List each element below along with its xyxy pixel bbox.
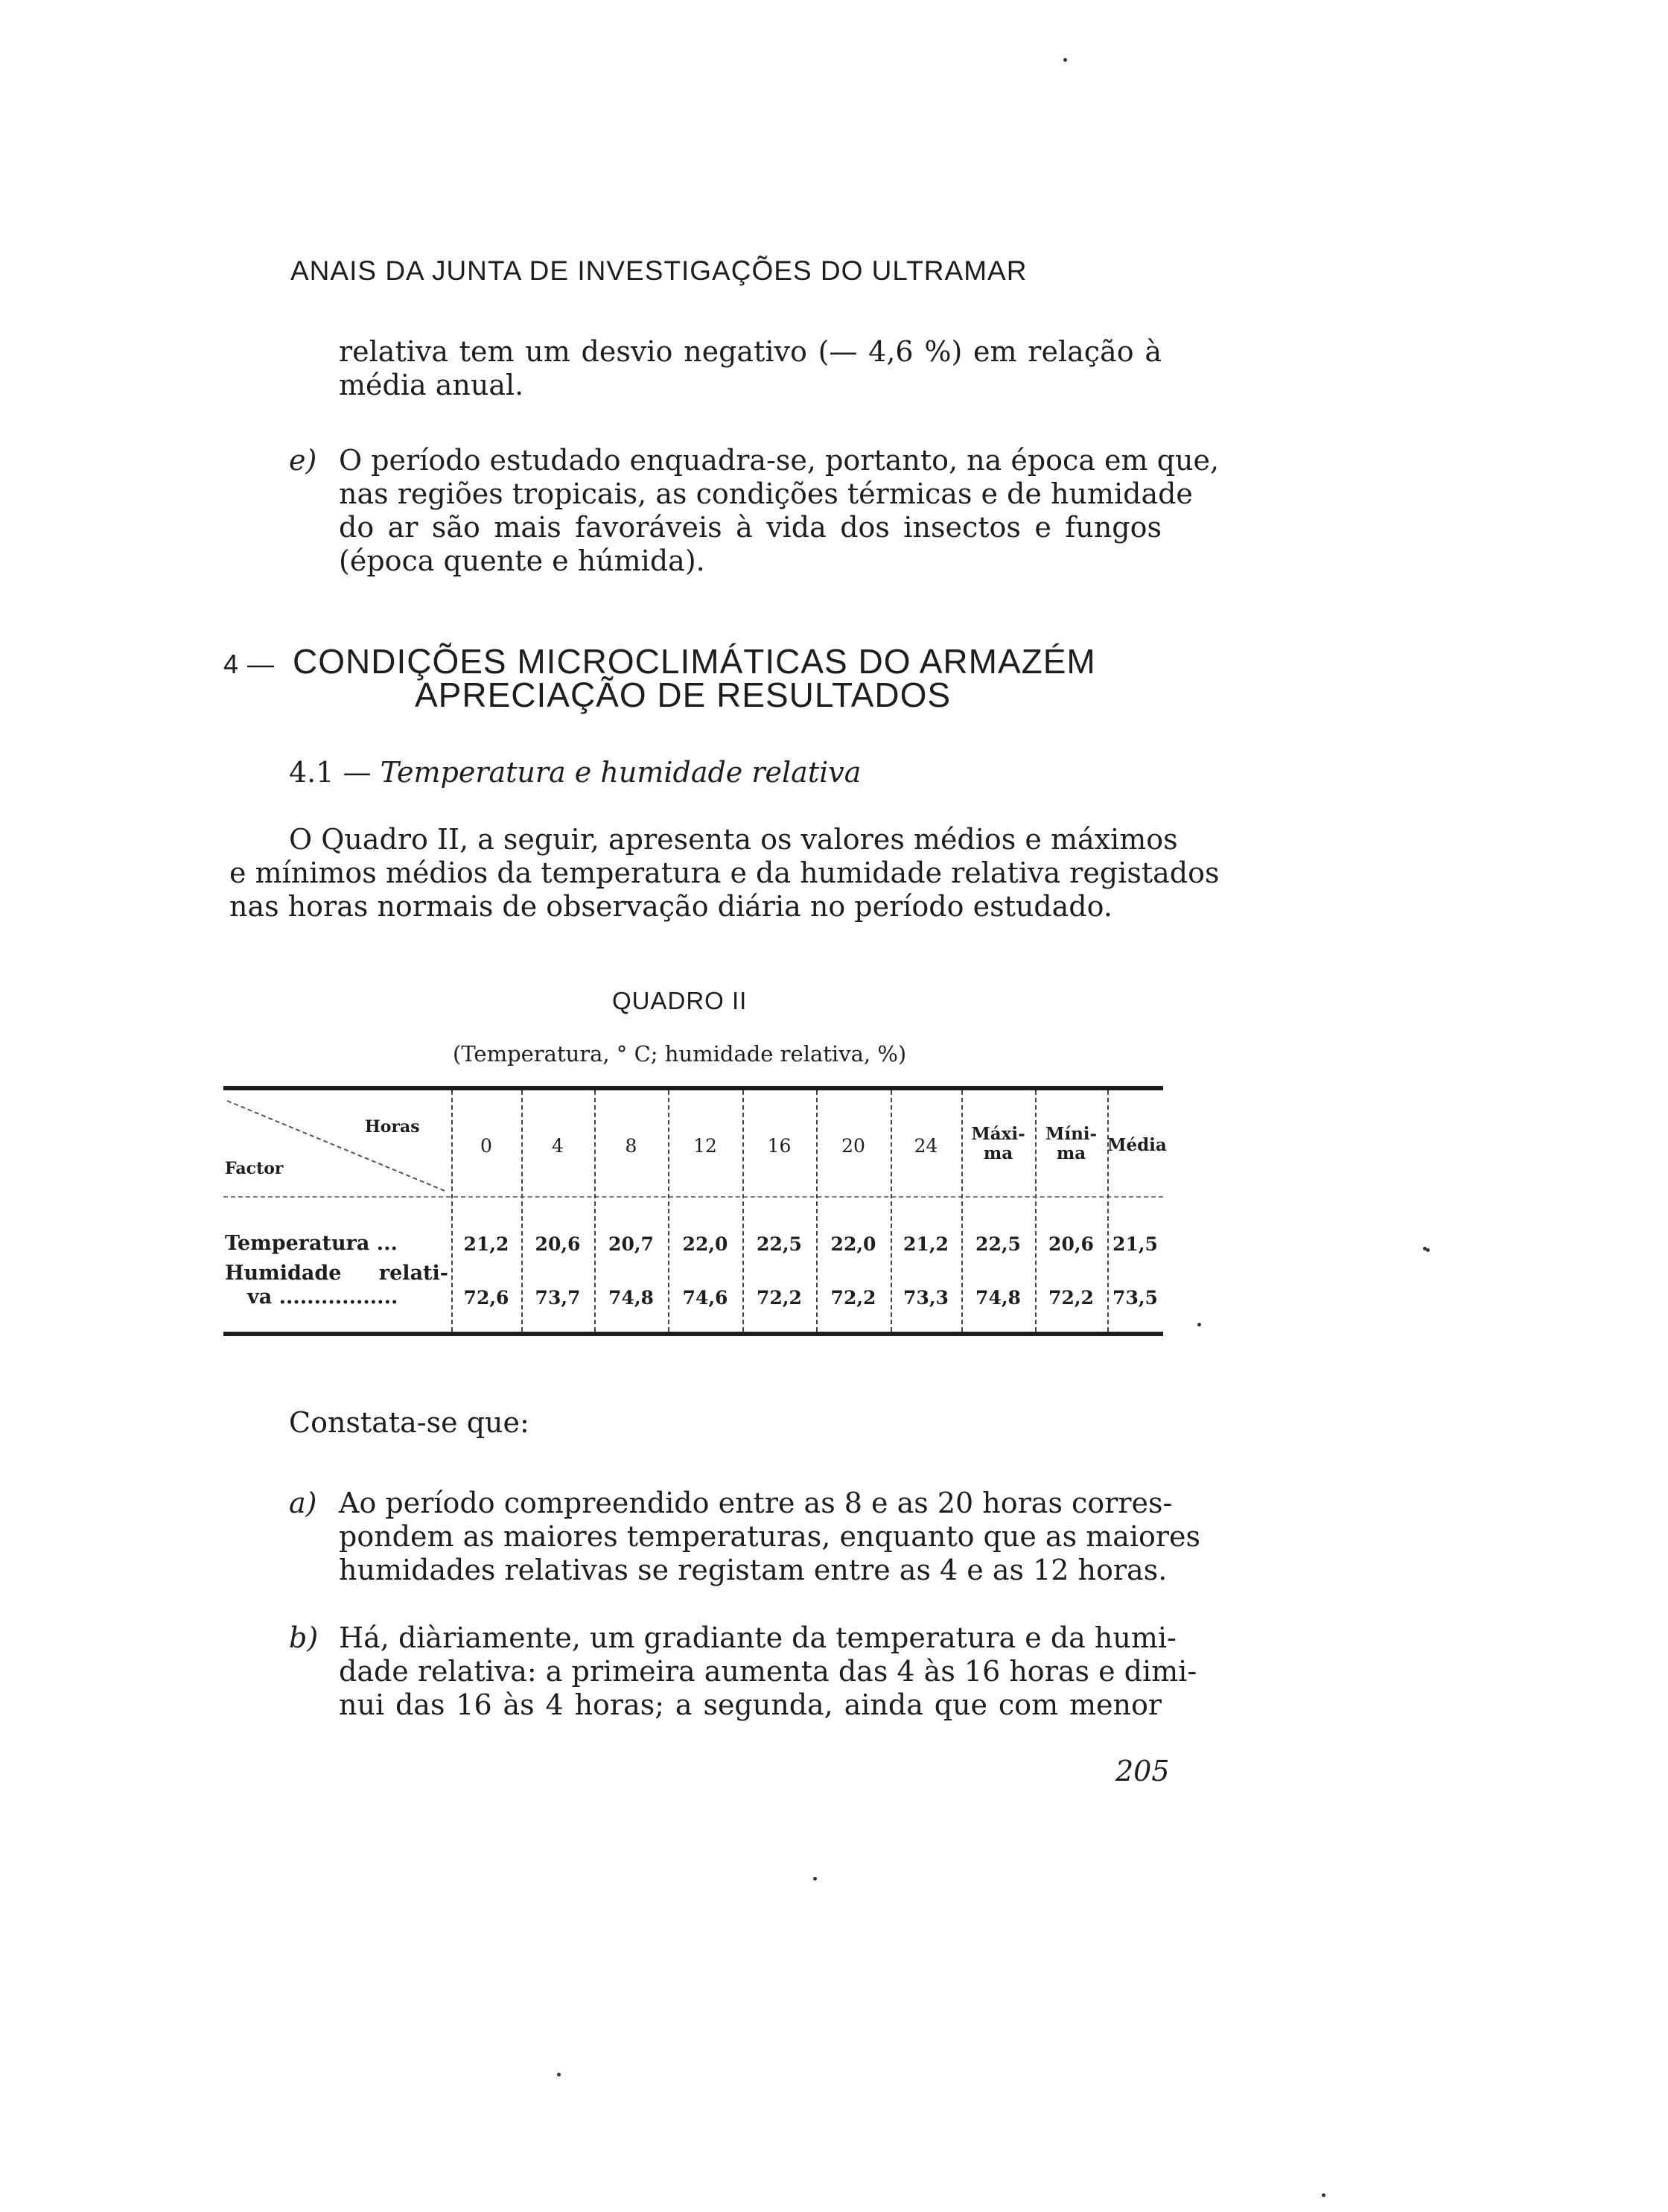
table-cell: 21,2 [463,1233,509,1255]
item-b-line: dade relativa: a primeira aumenta das 4 às 16 horas e dimi- [339,1655,1197,1688]
item-e-line: O período estudado enquadra-se, portanto, na época em que, [339,444,1220,477]
table-cell: 20,6 [535,1233,581,1255]
scan-speck [813,1877,817,1881]
column-header: 12 [693,1135,717,1157]
body-line: O Quadro II, a seguir, apresenta os valores médios e máximos [289,823,1178,856]
table-cell: 73,7 [535,1287,581,1309]
item-a-label: a) [289,1487,317,1519]
data-table [223,1086,1167,1339]
column-header: 20 [841,1135,865,1157]
page-number: 205 [1115,1755,1170,1787]
scan-speck [1197,1323,1201,1326]
column-header-part: ma [983,1143,1013,1163]
scan-speck [1063,58,1067,62]
column-header [1035,1125,1107,1163]
subsection-title: Temperatura e humidade relativa [380,756,862,789]
corner-label-horas: Horas [365,1117,420,1137]
item-a-line: pondem as maiores temperaturas, enquanto que as maiores [339,1520,1201,1553]
table-caption: QUADRO II [612,987,748,1014]
table-units: (Temperatura, ° C; humidade relativa, %) [453,1041,907,1067]
table-cell: 74,8 [975,1287,1021,1309]
item-b-line: nui das 16 às 4 horas; a segunda, ainda que com menor [339,1688,1162,1721]
body-line: e mínimos médios da temperatura e da humidade relativa registados [229,856,1220,889]
column-header: 16 [767,1135,792,1157]
item-a-text [339,1487,1201,1587]
column-header: Média [1107,1135,1167,1155]
table-bottom-rule [223,1332,1163,1336]
item-e-line: (época quente e húmida). [339,544,705,577]
conclusion-intro: Constata-se que: [289,1406,529,1439]
header-separator [223,1196,1163,1198]
table-cell: 22,5 [757,1233,802,1255]
body-line: nas horas normais de observação diária no período estudado. [229,890,1112,923]
section-title-line1: CONDIÇÕES MICROCLIMÁTICAS DO ARMAZÉM [293,642,1096,681]
item-e-label: e) [289,444,317,477]
running-header: ANAIS DA JUNTA DE INVESTIGAÇÕES DO ULTRAMAR [290,255,1028,286]
item-e-text [339,444,1220,578]
column-header: 24 [914,1135,938,1157]
item-e-line: do ar são mais favoráveis à vida dos insectos e fungos [339,511,1162,544]
table-cell: 22,0 [830,1233,876,1255]
column-header [961,1125,1035,1163]
scan-speck [1423,1247,1427,1250]
scan-speck [557,2073,561,2076]
table-cell: 72,6 [463,1287,509,1309]
table-cell: 22,0 [682,1233,728,1255]
subsection-number: 4.1 — [289,756,372,789]
table-cell: 74,8 [608,1287,654,1309]
table-cell: 72,2 [1048,1287,1094,1309]
column-header: 4 [552,1135,564,1157]
table-cell: 73,5 [1112,1287,1158,1309]
column-header-part: ma [1056,1143,1086,1163]
table-cell: 21,5 [1112,1233,1158,1255]
item-a-line: Ao período compreendido entre as 8 e as 20 horas corres- [339,1487,1173,1519]
section-number: 4 — [223,649,276,679]
intro-line: média anual. [339,369,524,401]
scan-speck [1322,2193,1325,2197]
item-b-text [339,1621,1197,1722]
table-cell: 20,6 [1048,1233,1094,1255]
row-label-part: Humidade relati- [225,1262,448,1285]
table-cell: 73,3 [903,1287,949,1309]
item-e-line: nas regiões tropicais, as condições térmicas e de humidade [339,477,1193,510]
corner-label-factor: Factor [225,1159,284,1178]
table-cell: 21,2 [903,1233,949,1255]
intro-paragraph [339,335,1162,402]
row-label [225,1262,448,1309]
row-label-part: va ................. [247,1285,398,1309]
item-b-label: b) [289,1621,319,1654]
table-cell: 74,6 [682,1287,728,1309]
column-header-part: Máxi- [971,1124,1025,1144]
column-header: 0 [480,1135,492,1157]
item-a-line: humidades relativas se registam entre as 4 e as 12 horas. [339,1554,1168,1586]
column-header: 8 [625,1135,637,1157]
subsection-heading [289,756,861,789]
intro-line: relativa tem um desvio negativo (— 4,6 %) em relação à [339,335,1162,368]
body-paragraph [229,823,1220,924]
corner-diagonal [223,1090,447,1196]
row-label: Temperatura ... [225,1232,398,1255]
table-cell: 22,5 [975,1233,1021,1255]
section-title-line2: APRECIAÇÃO DE RESULTADOS [415,676,952,714]
column-header-part: Míni- [1045,1124,1098,1144]
item-b-line: Há, diàriamente, um gradiante da temperatura e da humi- [339,1621,1177,1654]
table-cell: 20,7 [608,1233,654,1255]
table-cell: 72,2 [830,1287,876,1309]
table-cell: 72,2 [757,1287,802,1309]
